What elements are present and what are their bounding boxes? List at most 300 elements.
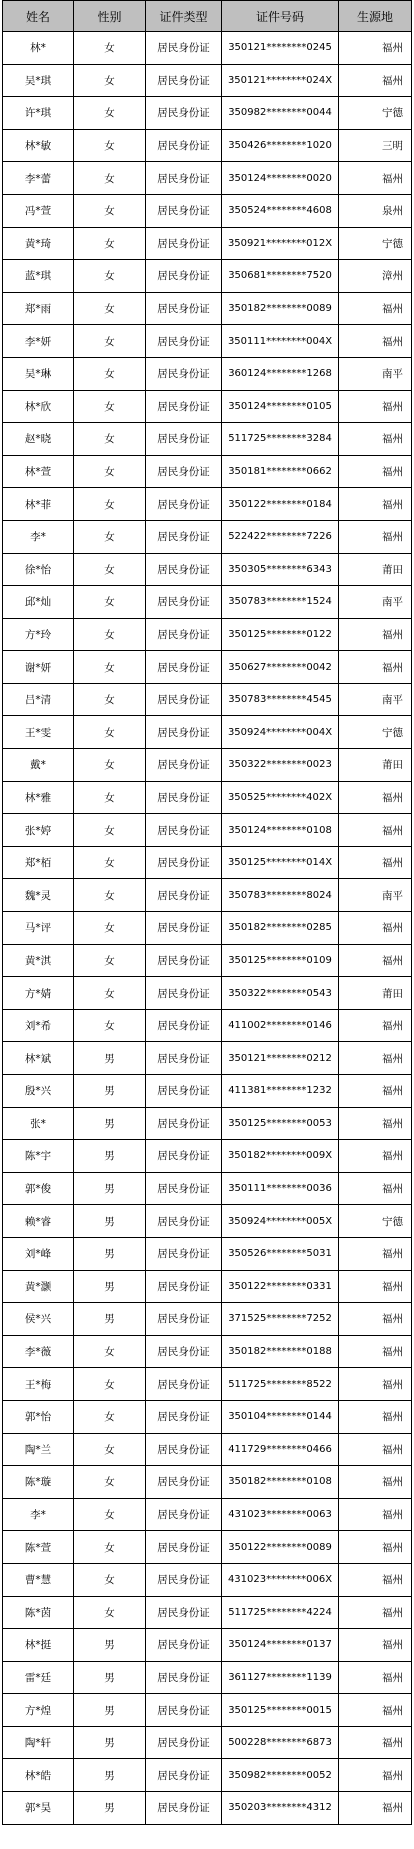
cell-id-type: 居民身份证 [146,520,222,553]
table-row [3,64,412,97]
cell-id-number: 350122********0184 [222,488,339,521]
cell-id-number: 431023********0063 [222,1498,339,1531]
cell-name: 李* [3,520,74,553]
cell-origin: 福州 [339,1140,412,1173]
cell-id-type: 居民身份证 [146,357,222,390]
table-row [3,846,412,879]
cell-gender: 女 [74,1009,146,1042]
cell-origin: 福州 [339,1042,412,1075]
cell-id-type: 居民身份证 [146,1498,222,1531]
cell-id-type: 居民身份证 [146,488,222,521]
cell-name: 张*婷 [3,814,74,847]
cell-gender: 男 [74,1661,146,1694]
table-row [3,586,412,619]
cell-name: 谢*妍 [3,651,74,684]
table-row [3,1237,412,1270]
cell-id-number: 350124********0105 [222,390,339,423]
cell-origin: 福州 [339,912,412,945]
cell-id-number: 350104********0144 [222,1400,339,1433]
cell-name: 吴*琳 [3,357,74,390]
table-row [3,651,412,684]
cell-gender: 女 [74,1466,146,1499]
cell-name: 林* [3,32,74,65]
cell-gender: 女 [74,1335,146,1368]
cell-origin: 福州 [339,846,412,879]
table-body [3,32,412,1825]
cell-gender: 女 [74,1433,146,1466]
cell-id-type: 居民身份证 [146,1433,222,1466]
cell-gender: 男 [74,1172,146,1205]
cell-gender: 男 [74,1075,146,1108]
cell-origin: 福州 [339,423,412,456]
cell-name: 黄*淇 [3,944,74,977]
cell-name: 刘*峰 [3,1237,74,1270]
cell-id-type: 居民身份证 [146,325,222,358]
cell-origin: 莆田 [339,977,412,1010]
cell-id-type: 居民身份证 [146,1303,222,1336]
cell-id-type: 居民身份证 [146,1237,222,1270]
cell-gender: 女 [74,194,146,227]
cell-name: 林*斌 [3,1042,74,1075]
cell-gender: 女 [74,683,146,716]
cell-id-number: 361127********1139 [222,1661,339,1694]
cell-id-type: 居民身份证 [146,1140,222,1173]
cell-id-number: 350124********0020 [222,162,339,195]
cell-id-number: 511725********8522 [222,1368,339,1401]
cell-origin: 南平 [339,357,412,390]
cell-id-number: 350526********5031 [222,1237,339,1270]
cell-id-number: 350524********4608 [222,194,339,227]
cell-id-number: 350111********0036 [222,1172,339,1205]
cell-name: 马*评 [3,912,74,945]
cell-name: 郭*昊 [3,1792,74,1825]
cell-gender: 男 [74,1629,146,1662]
table-row [3,683,412,716]
cell-origin: 福州 [339,1563,412,1596]
cell-id-type: 居民身份证 [146,260,222,293]
table-row [3,1107,412,1140]
cell-gender: 女 [74,651,146,684]
cell-origin: 漳州 [339,260,412,293]
cell-id-type: 居民身份证 [146,32,222,65]
cell-gender: 女 [74,488,146,521]
table-row [3,1661,412,1694]
cell-gender: 女 [74,1563,146,1596]
cell-origin: 福州 [339,1433,412,1466]
table-row [3,944,412,977]
cell-id-type: 居民身份证 [146,1596,222,1629]
cell-id-number: 500228********6873 [222,1726,339,1759]
cell-origin: 福州 [339,455,412,488]
cell-name: 黄*灏 [3,1270,74,1303]
cell-origin: 宁德 [339,97,412,130]
cell-name: 魏*灵 [3,879,74,912]
cell-id-number: 350111********004X [222,325,339,358]
cell-id-type: 居民身份证 [146,618,222,651]
cell-origin: 泉州 [339,194,412,227]
cell-origin: 福州 [339,618,412,651]
cell-gender: 女 [74,129,146,162]
cell-id-number: 411729********0466 [222,1433,339,1466]
cell-origin: 福州 [339,1107,412,1140]
cell-name: 侯*兴 [3,1303,74,1336]
cell-gender: 女 [74,846,146,879]
cell-origin: 福州 [339,162,412,195]
table-row [3,390,412,423]
cell-gender: 女 [74,520,146,553]
cell-id-number: 350121********0245 [222,32,339,65]
cell-origin: 福州 [339,814,412,847]
cell-origin: 福州 [339,1629,412,1662]
cell-gender: 女 [74,618,146,651]
table-row [3,814,412,847]
cell-origin: 福州 [339,1368,412,1401]
cell-name: 雷*廷 [3,1661,74,1694]
cell-gender: 男 [74,1303,146,1336]
cell-id-type: 居民身份证 [146,1205,222,1238]
cell-id-number: 350182********0108 [222,1466,339,1499]
cell-name: 方*玲 [3,618,74,651]
cell-id-number: 350525********402X [222,781,339,814]
cell-id-type: 居民身份证 [146,1368,222,1401]
cell-id-number: 350627********0042 [222,651,339,684]
table-row [3,194,412,227]
cell-gender: 男 [74,1792,146,1825]
cell-id-number: 350121********024X [222,64,339,97]
table-row [3,1009,412,1042]
table-row [3,129,412,162]
cell-id-type: 居民身份证 [146,749,222,782]
table-row [3,325,412,358]
cell-name: 陈*茵 [3,1596,74,1629]
cell-id-type: 居民身份证 [146,162,222,195]
table-row [3,1270,412,1303]
cell-origin: 宁德 [339,1205,412,1238]
table-row [3,488,412,521]
cell-id-type: 居民身份证 [146,1661,222,1694]
cell-id-number: 511725********4224 [222,1596,339,1629]
cell-name: 郭*俊 [3,1172,74,1205]
table-row [3,781,412,814]
cell-origin: 福州 [339,292,412,325]
table-row [3,1563,412,1596]
cell-gender: 女 [74,553,146,586]
cell-id-number: 350681********7520 [222,260,339,293]
table-row [3,1629,412,1662]
cell-id-number: 350182********0188 [222,1335,339,1368]
cell-name: 李*薇 [3,1335,74,1368]
cell-id-type: 居民身份证 [146,781,222,814]
cell-id-type: 居民身份证 [146,292,222,325]
table-row [3,32,412,65]
table-row [3,1400,412,1433]
cell-id-number: 371525********7252 [222,1303,339,1336]
cell-name: 林*菲 [3,488,74,521]
cell-id-number: 360124********1268 [222,357,339,390]
cell-id-number: 350203********4312 [222,1792,339,1825]
cell-id-type: 居民身份证 [146,1759,222,1792]
cell-id-number: 350125********0053 [222,1107,339,1140]
cell-origin: 福州 [339,1335,412,1368]
cell-origin: 福州 [339,1270,412,1303]
cell-gender: 女 [74,814,146,847]
cell-id-type: 居民身份证 [146,683,222,716]
cell-id-type: 居民身份证 [146,716,222,749]
cell-gender: 男 [74,1205,146,1238]
cell-origin: 福州 [339,325,412,358]
cell-id-type: 居民身份证 [146,455,222,488]
cell-id-number: 411381********1232 [222,1075,339,1108]
cell-origin: 福州 [339,32,412,65]
cell-origin: 福州 [339,1792,412,1825]
cell-id-number: 350305********6343 [222,553,339,586]
cell-id-type: 居民身份证 [146,846,222,879]
cell-name: 戴* [3,749,74,782]
table-row [3,716,412,749]
cell-gender: 女 [74,879,146,912]
cell-id-type: 居民身份证 [146,1629,222,1662]
cell-id-number: 350182********0285 [222,912,339,945]
cell-gender: 女 [74,716,146,749]
cell-id-number: 522422********7226 [222,520,339,553]
cell-id-type: 居民身份证 [146,1792,222,1825]
cell-name: 林*挺 [3,1629,74,1662]
cell-name: 陈*萱 [3,1531,74,1564]
cell-gender: 女 [74,1531,146,1564]
cell-gender: 男 [74,1237,146,1270]
column-header-name: 姓名 [3,1,74,32]
column-header-gender: 性别 [74,1,146,32]
cell-id-type: 居民身份证 [146,651,222,684]
cell-gender: 男 [74,1140,146,1173]
cell-name: 曹*慧 [3,1563,74,1596]
column-header-id-number: 证件号码 [222,1,339,32]
cell-name: 郭*怡 [3,1400,74,1433]
cell-id-number: 350982********0044 [222,97,339,130]
cell-gender: 女 [74,260,146,293]
cell-gender: 女 [74,912,146,945]
cell-name: 张* [3,1107,74,1140]
cell-name: 郑*雨 [3,292,74,325]
table-row [3,292,412,325]
table-row [3,520,412,553]
cell-name: 许*琪 [3,97,74,130]
cell-origin: 福州 [339,488,412,521]
cell-gender: 男 [74,1726,146,1759]
cell-name: 赵*晓 [3,423,74,456]
table-row [3,553,412,586]
cell-id-number: 350182********009X [222,1140,339,1173]
table-row [3,1694,412,1727]
cell-id-number: 350783********4545 [222,683,339,716]
table-row [3,912,412,945]
cell-name: 林*皓 [3,1759,74,1792]
cell-gender: 女 [74,749,146,782]
cell-origin: 三明 [339,129,412,162]
table-header-row [3,1,412,32]
cell-origin: 福州 [339,651,412,684]
cell-name: 黄*琦 [3,227,74,260]
cell-name: 邱*灿 [3,586,74,619]
table-row [3,1172,412,1205]
cell-name: 方*煌 [3,1694,74,1727]
cell-id-type: 居民身份证 [146,1466,222,1499]
cell-origin: 福州 [339,1726,412,1759]
cell-origin: 南平 [339,879,412,912]
cell-id-type: 居民身份证 [146,97,222,130]
cell-id-type: 居民身份证 [146,977,222,1010]
cell-origin: 福州 [339,944,412,977]
cell-gender: 女 [74,162,146,195]
table-row [3,97,412,130]
cell-gender: 女 [74,357,146,390]
cell-id-number: 350924********004X [222,716,339,749]
cell-id-number: 350426********1020 [222,129,339,162]
cell-id-type: 居民身份证 [146,1172,222,1205]
cell-name: 方*婧 [3,977,74,1010]
cell-id-type: 居民身份证 [146,1694,222,1727]
cell-name: 郑*栢 [3,846,74,879]
table-row [3,1759,412,1792]
cell-origin: 福州 [339,1400,412,1433]
table-row [3,1205,412,1238]
cell-id-number: 350181********0662 [222,455,339,488]
cell-id-number: 350783********8024 [222,879,339,912]
cell-id-type: 居民身份证 [146,1075,222,1108]
cell-name: 林*萱 [3,455,74,488]
cell-origin: 宁德 [339,716,412,749]
column-header-origin: 生源地 [339,1,412,32]
cell-id-number: 350121********0212 [222,1042,339,1075]
cell-id-number: 350124********0108 [222,814,339,847]
cell-id-type: 居民身份证 [146,423,222,456]
cell-origin: 福州 [339,781,412,814]
cell-gender: 女 [74,586,146,619]
table-row [3,1726,412,1759]
cell-name: 冯*萱 [3,194,74,227]
cell-name: 殷*兴 [3,1075,74,1108]
student-table [2,0,412,1825]
column-header-id-type: 证件类型 [146,1,222,32]
cell-id-number: 350125********0109 [222,944,339,977]
cell-id-type: 居民身份证 [146,194,222,227]
cell-id-type: 居民身份证 [146,912,222,945]
cell-gender: 女 [74,944,146,977]
cell-origin: 莆田 [339,553,412,586]
cell-gender: 女 [74,781,146,814]
table-row [3,1140,412,1173]
cell-origin: 福州 [339,1172,412,1205]
cell-name: 赖*睿 [3,1205,74,1238]
cell-origin: 福州 [339,1237,412,1270]
cell-origin: 福州 [339,1009,412,1042]
cell-gender: 男 [74,1270,146,1303]
table-row [3,879,412,912]
table-row [3,357,412,390]
table-row [3,1433,412,1466]
cell-gender: 女 [74,1400,146,1433]
cell-origin: 福州 [339,1303,412,1336]
cell-gender: 男 [74,1759,146,1792]
cell-name: 林*雅 [3,781,74,814]
table-row [3,1303,412,1336]
cell-origin: 福州 [339,1466,412,1499]
cell-origin: 福州 [339,64,412,97]
cell-origin: 福州 [339,1661,412,1694]
cell-id-type: 居民身份证 [146,1726,222,1759]
cell-id-type: 居民身份证 [146,64,222,97]
cell-origin: 莆田 [339,749,412,782]
cell-name: 陶*轩 [3,1726,74,1759]
cell-origin: 南平 [339,683,412,716]
cell-gender: 男 [74,1042,146,1075]
cell-id-type: 居民身份证 [146,1107,222,1140]
cell-gender: 女 [74,423,146,456]
cell-id-number: 350322********0023 [222,749,339,782]
table-row [3,455,412,488]
cell-origin: 福州 [339,1596,412,1629]
cell-id-number: 431023********006X [222,1563,339,1596]
table-row [3,1042,412,1075]
cell-gender: 男 [74,1107,146,1140]
cell-id-type: 居民身份证 [146,944,222,977]
cell-gender: 女 [74,64,146,97]
cell-name: 徐*怡 [3,553,74,586]
cell-origin: 福州 [339,1759,412,1792]
cell-name: 陈*璇 [3,1466,74,1499]
table-row [3,1792,412,1825]
table-row [3,423,412,456]
cell-id-type: 居民身份证 [146,1563,222,1596]
cell-id-number: 350122********0089 [222,1531,339,1564]
cell-id-number: 350783********1524 [222,586,339,619]
cell-id-type: 居民身份证 [146,553,222,586]
cell-id-number: 350322********0543 [222,977,339,1010]
cell-name: 陶*兰 [3,1433,74,1466]
cell-gender: 女 [74,292,146,325]
table-row [3,260,412,293]
cell-name: 李*蕾 [3,162,74,195]
table-row [3,1075,412,1108]
cell-gender: 女 [74,455,146,488]
cell-gender: 女 [74,97,146,130]
cell-origin: 福州 [339,390,412,423]
cell-id-number: 511725********3284 [222,423,339,456]
cell-id-number: 350125********014X [222,846,339,879]
table-row [3,977,412,1010]
cell-id-type: 居民身份证 [146,1009,222,1042]
cell-id-type: 居民身份证 [146,814,222,847]
table-row [3,1466,412,1499]
cell-id-type: 居民身份证 [146,879,222,912]
table-row [3,749,412,782]
cell-id-type: 居民身份证 [146,1042,222,1075]
cell-id-type: 居民身份证 [146,1335,222,1368]
cell-id-type: 居民身份证 [146,1270,222,1303]
cell-gender: 男 [74,1694,146,1727]
cell-id-number: 350122********0331 [222,1270,339,1303]
cell-id-type: 居民身份证 [146,1400,222,1433]
cell-origin: 福州 [339,520,412,553]
table-row [3,162,412,195]
cell-name: 林*敏 [3,129,74,162]
table-row [3,1531,412,1564]
cell-origin: 福州 [339,1694,412,1727]
cell-name: 吴*琪 [3,64,74,97]
cell-name: 王*梅 [3,1368,74,1401]
cell-gender: 女 [74,977,146,1010]
cell-id-number: 350124********0137 [222,1629,339,1662]
